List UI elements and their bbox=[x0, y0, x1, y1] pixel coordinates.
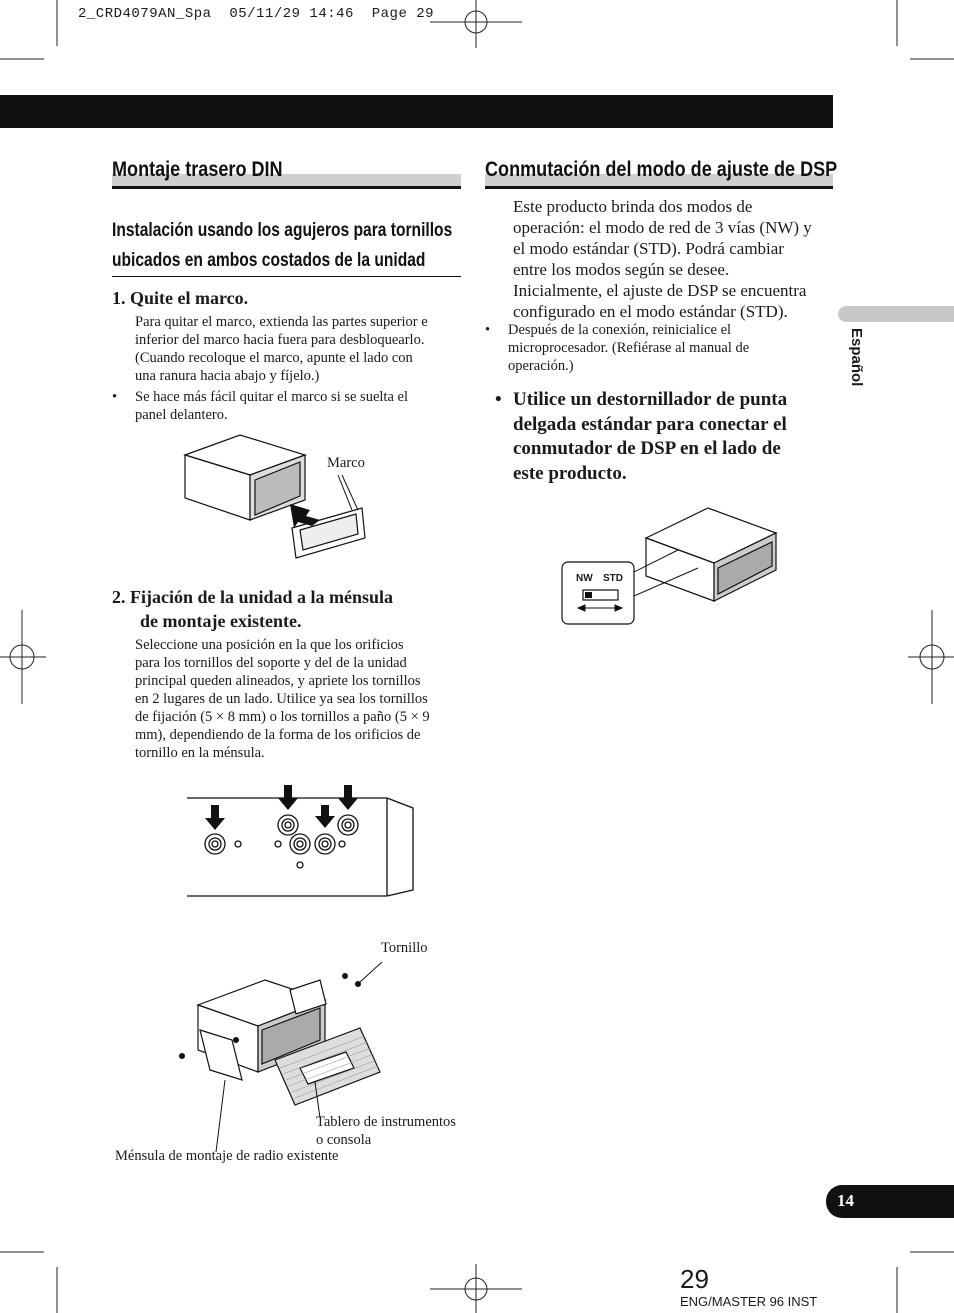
switch-label-nw: NW bbox=[576, 573, 593, 584]
bold-bullet-dot: • bbox=[495, 389, 502, 410]
subsection-title-line1: Instalación usando los agujeros para tornillos bbox=[112, 220, 453, 241]
section-title-rule bbox=[112, 186, 461, 189]
right-section-title: Conmutación del modo de ajuste de DSP bbox=[485, 158, 838, 181]
right-bold-bullet: Utilice un destornillador de punta delgada estándar para conectar el conmutador de DSP en el lado de este producto. bbox=[513, 389, 788, 484]
step1-bullet: Se hace más fácil quitar el marco si se suelta el panel delantero. bbox=[135, 389, 408, 423]
figure-frame-removal bbox=[180, 430, 380, 570]
side-tab-bar bbox=[838, 306, 954, 322]
step1-title: 1. Quite el marco. bbox=[112, 288, 249, 308]
label-marco: Marco bbox=[327, 455, 365, 471]
switch-label-std: STD bbox=[603, 573, 623, 584]
side-tab-label: Español bbox=[848, 328, 865, 387]
step2-title-line1: 2. Fijación de la unidad a la ménsula bbox=[112, 587, 394, 607]
print-slug: 2_CRD4079AN_Spa 05/11/29 14:46 Page 29 bbox=[78, 6, 435, 22]
right-body: Este producto brinda dos modos de operación: el modo de red de 3 vías (NW) y el modo estándar (STD). Podrá cambiar entre los modos según se desee. Inicialmente, el ajuste de DSP se encuentra configurado en el modo estándar (STD). bbox=[513, 197, 812, 321]
section-badge bbox=[826, 1185, 954, 1218]
step2-body: Seleccione una posición en la que los orificios para los tornillos del soporte y del de la unidad principal queden alineados, y apriete los tornillos en 2 lugares de un lado. Utilice ya sea los tornillos de fijación (5 × 8 mm) o los tornillos a paño (5 × 9 mm), dependiendo de la forma de los orificios de tornillo en la ménsula. bbox=[135, 637, 430, 761]
right-section-title-rule bbox=[485, 186, 833, 189]
step1-body: Para quitar el marco, extienda las partes superior e inferior del marco hacia fuera para desbloquearlo. (Cuando recoloque el marco, apunte el lado con una ranura hacia abajo y fíjelo.) bbox=[135, 314, 428, 384]
right-bullet-dot: • bbox=[485, 322, 491, 338]
subsection-rule bbox=[112, 276, 461, 277]
label-tornillo: Tornillo bbox=[381, 940, 428, 956]
label-mensula: Ménsula de montaje de radio existente bbox=[115, 1148, 339, 1164]
bullet-dot: • bbox=[112, 389, 118, 405]
label-tablero: Tablero de instrumentos o consola bbox=[316, 1114, 456, 1148]
figure-dsp-switch bbox=[558, 498, 783, 628]
page-number: 29 bbox=[680, 1264, 709, 1294]
step2-title-line2: de montaje existente. bbox=[140, 611, 302, 631]
section-title: Montaje trasero DIN bbox=[112, 158, 283, 181]
subsection-title-line2: ubicados en ambos costados de la unidad bbox=[112, 250, 426, 271]
side-tab-label-wrap bbox=[842, 328, 874, 408]
right-bullet: Después de la conexión, reinicialice el microprocesador. (Refiérase al manual de operación.) bbox=[508, 322, 750, 374]
figure-screw-holes bbox=[185, 780, 420, 900]
footer-text: ENG/MASTER 96 INST bbox=[680, 1294, 818, 1309]
section-number: 14 bbox=[837, 1191, 854, 1210]
header-bar bbox=[0, 95, 833, 128]
